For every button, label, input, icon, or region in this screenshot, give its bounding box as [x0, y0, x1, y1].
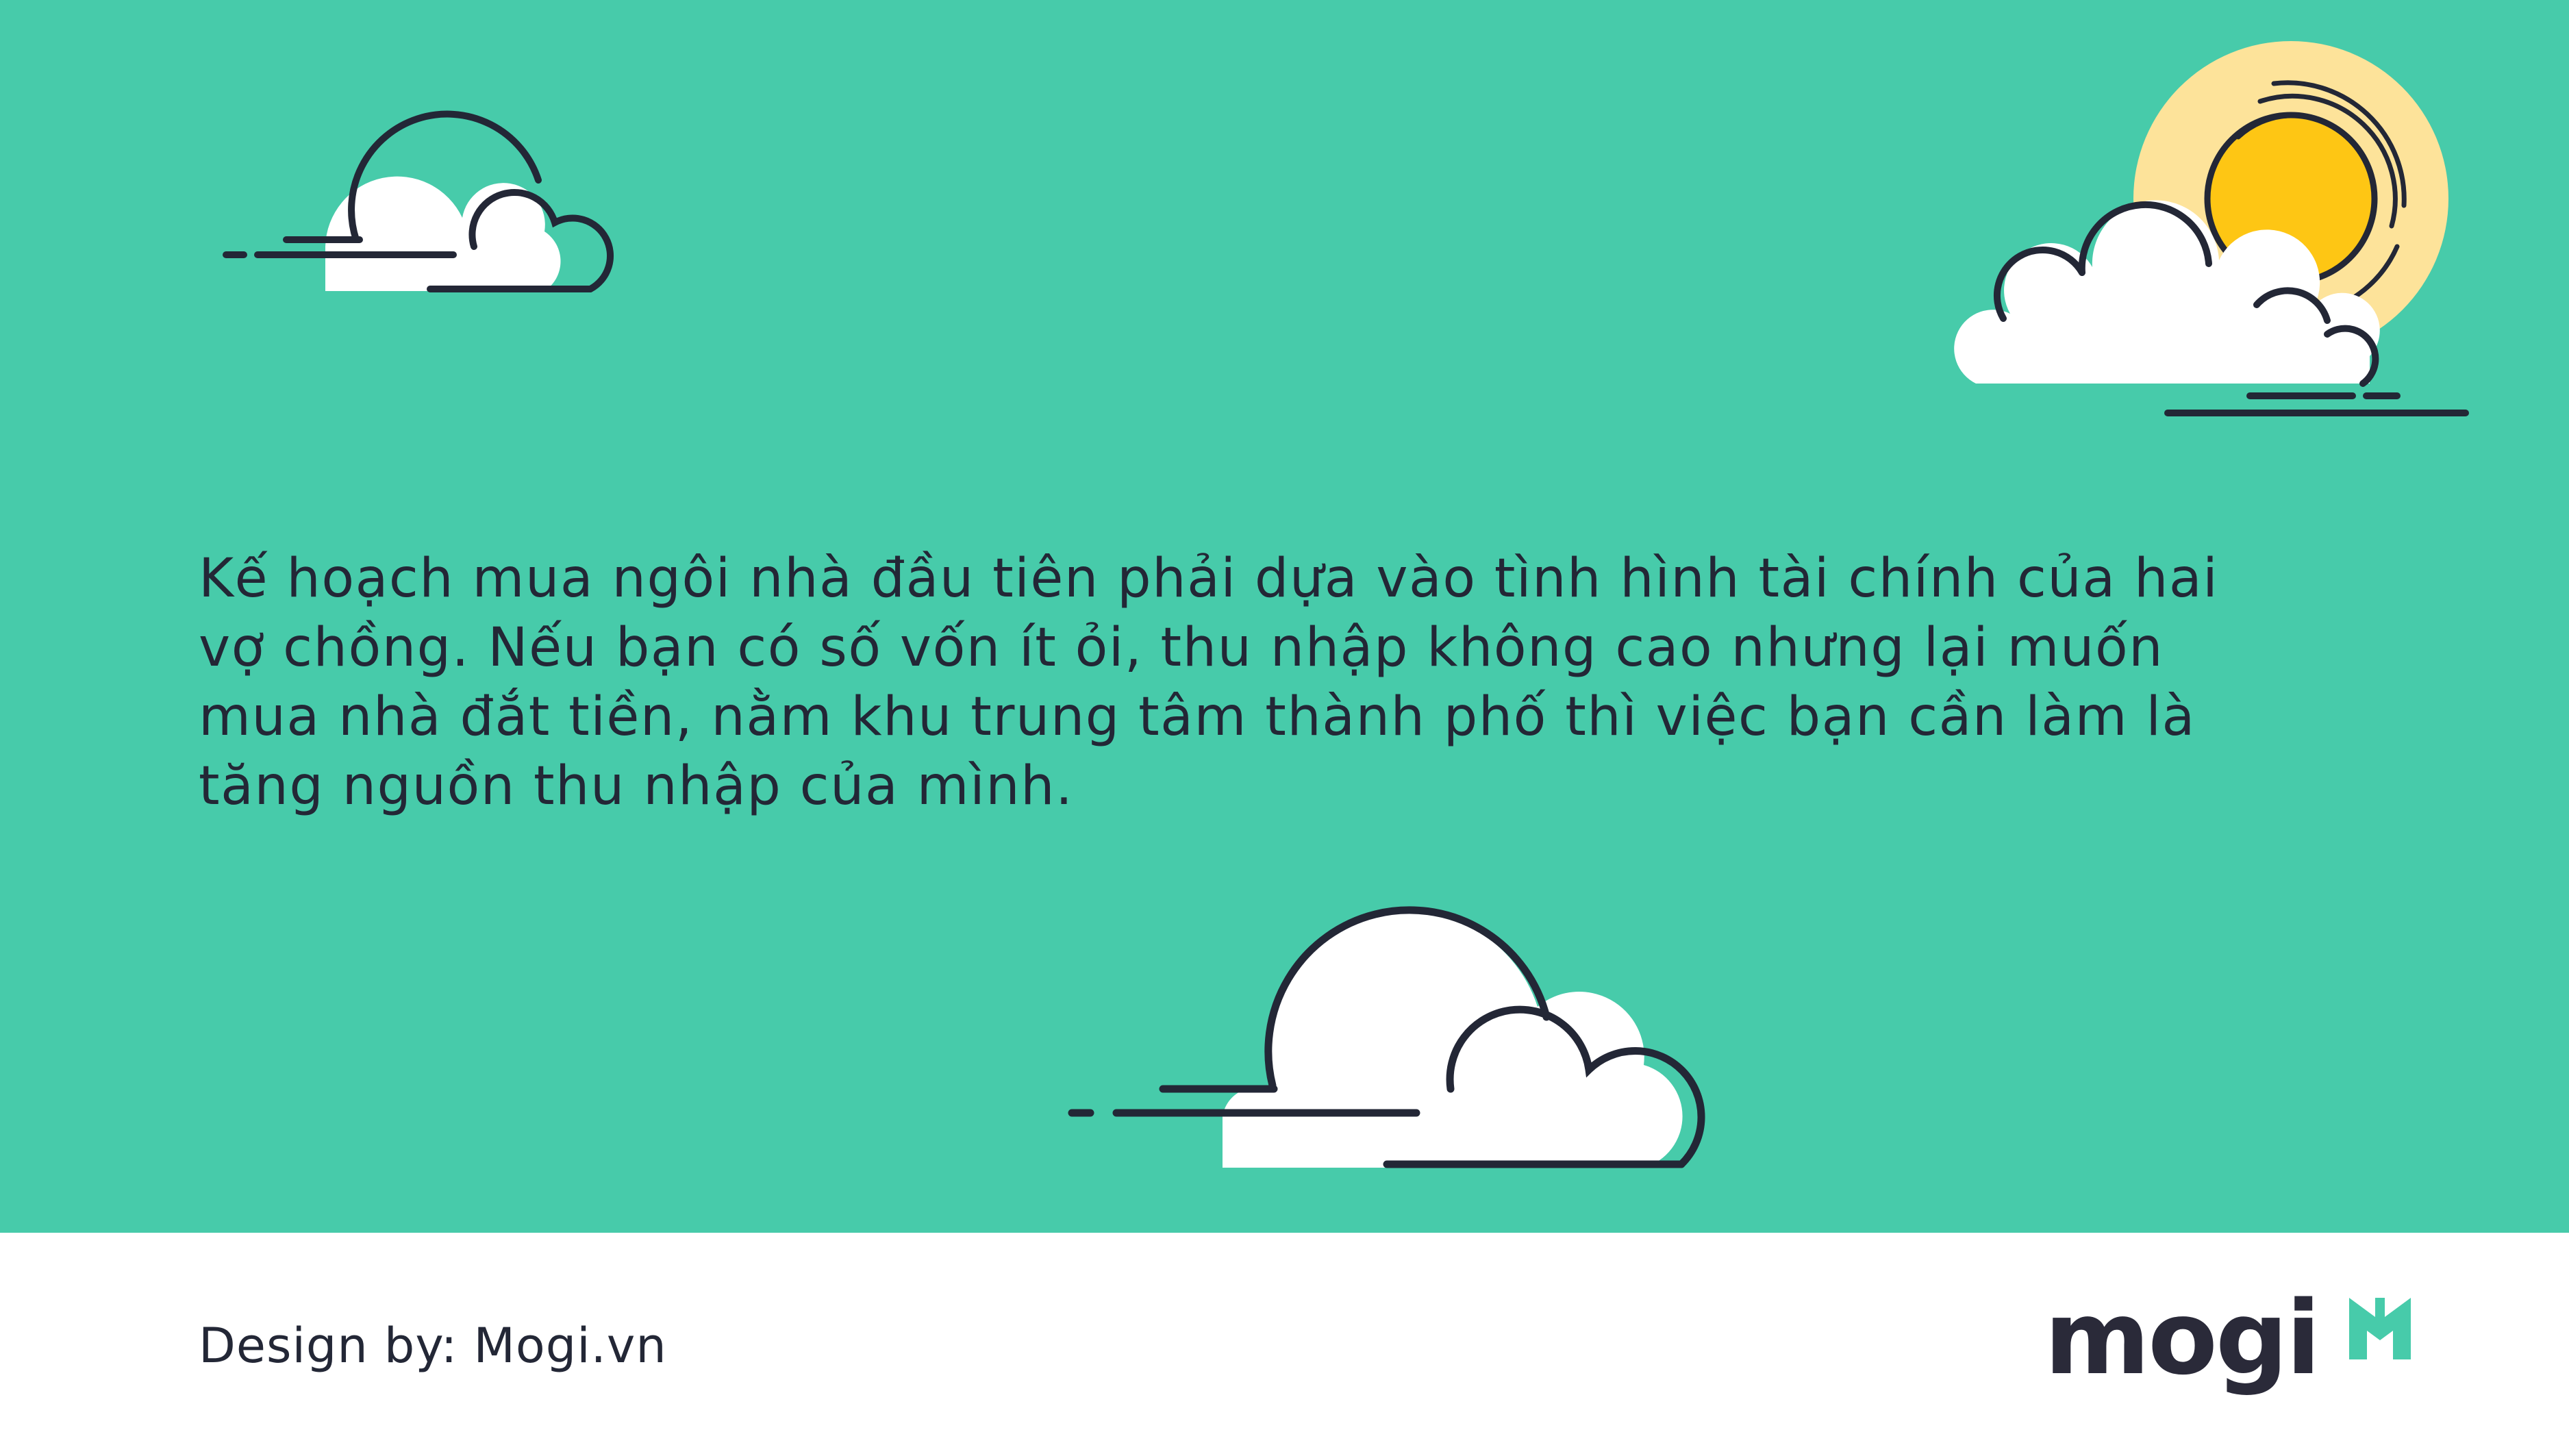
logo-mark-icon — [2349, 1298, 2411, 1359]
logo-wordmark: mogi — [2044, 1279, 2319, 1397]
message-line: Kế hoạch mua ngôi nhà đầu tiên phải dựa vào tình hình tài chính của hai — [199, 548, 2219, 610]
design-credit: Design by: Mogi.vn — [199, 1318, 667, 1374]
cloud-icon — [226, 114, 610, 291]
footer — [0, 1233, 2569, 1456]
main-message — [199, 544, 2459, 821]
message-line: mua nhà đắt tiền, nằm khu trung tâm thành phố thì việc bạn cần làm là — [199, 686, 2196, 748]
message-line: vợ chồng. Nếu bạn có số vốn ít ỏi, thu nhập không cao nhưng lại muốn — [199, 617, 2164, 679]
message-line: tăng nguồn thu nhập của mình. — [199, 755, 1074, 817]
cloud-icon — [1072, 910, 1701, 1168]
